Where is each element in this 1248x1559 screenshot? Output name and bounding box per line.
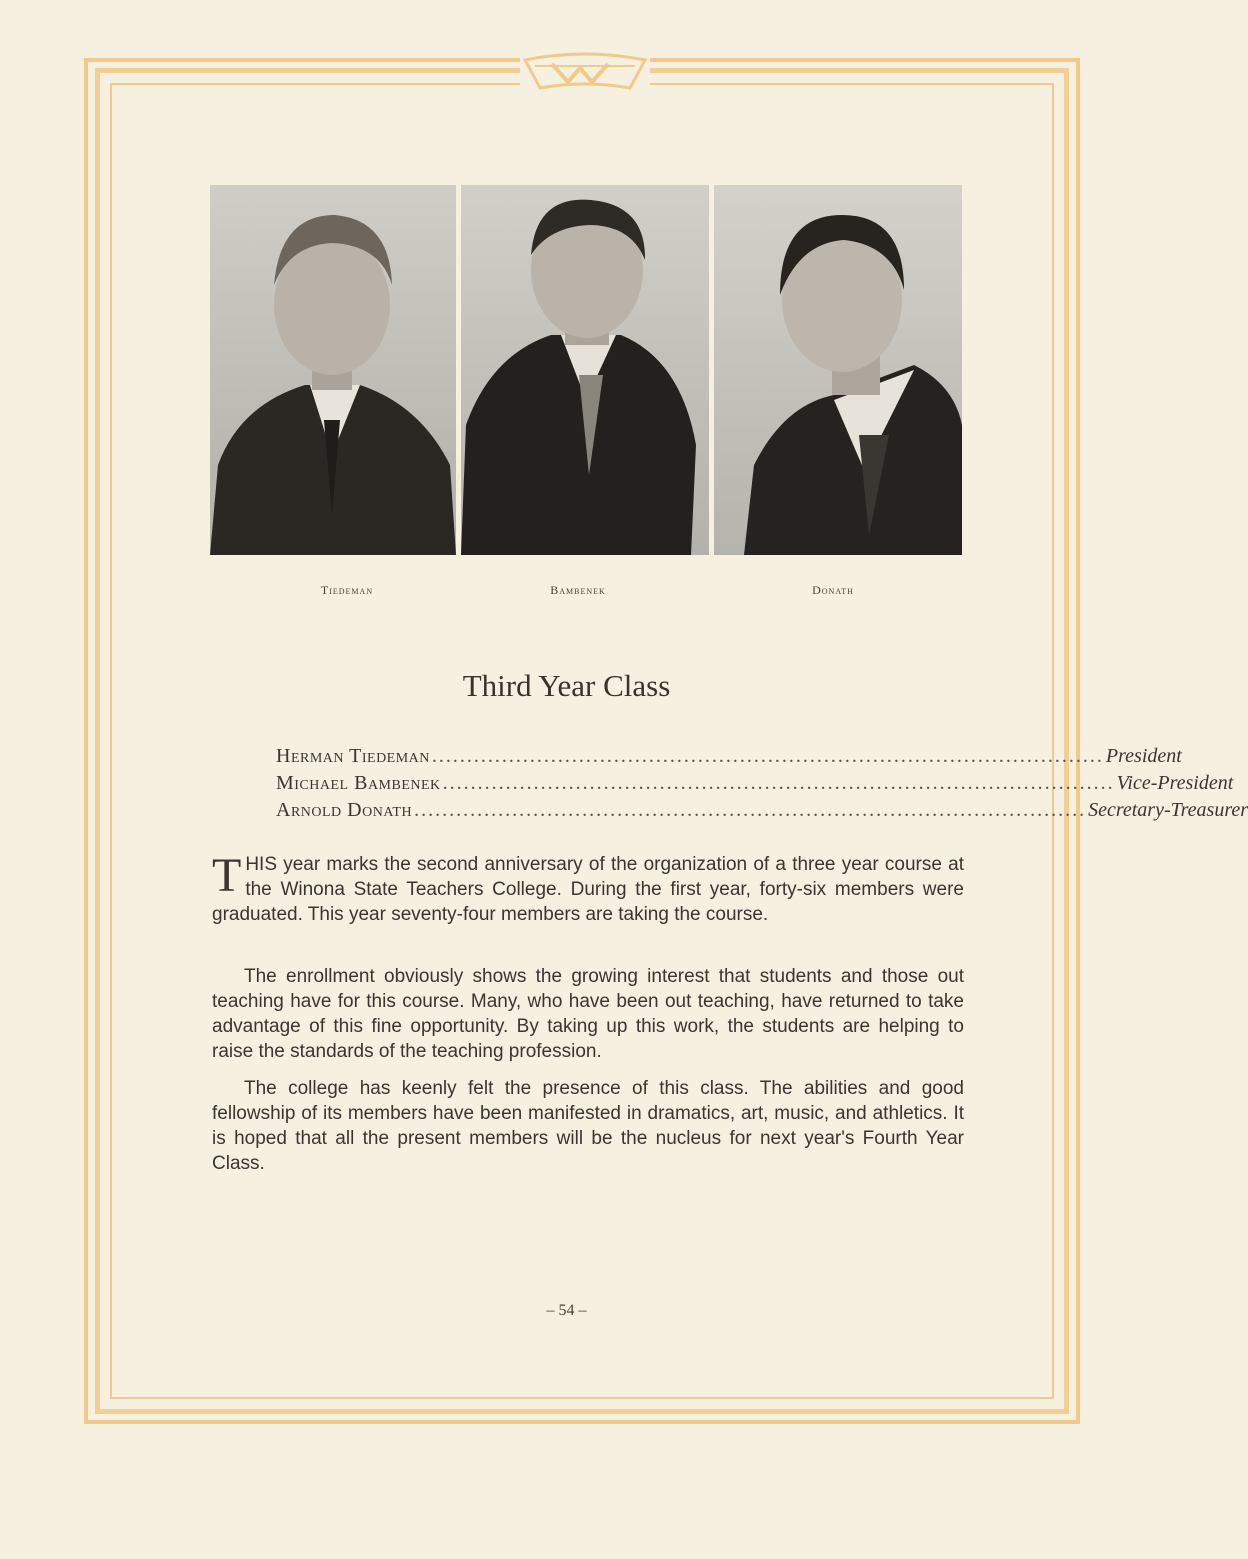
photo-caption-tiedeman: Tiedeman: [320, 583, 374, 597]
portrait-bambenek: [461, 185, 709, 555]
dot-leader: ................................................................................................: [442, 772, 1115, 794]
crest-ornament: [520, 50, 650, 94]
paragraph-text: HIS year marks the second anniversary of the organization of a three year course at the Winona State Teachers College. During the first year, forty-six members were graduated. This year seventy-four members are taking the course.: [212, 854, 964, 925]
officer-name: Michael Bambenek: [276, 772, 441, 794]
officer-name: Herman Tiedeman: [276, 745, 430, 767]
portrait-donath: [714, 185, 962, 555]
body-paragraph-2: The enrollment obviously shows the growing interest that students and those out teaching have for this course. Many, who have been out teaching, have returned to take advantage of this fine opportunity. By taking up this work, the students are helping to raise the standards of the teaching profession.: [212, 966, 964, 1062]
officer-name: Arnold Donath: [276, 799, 413, 821]
drop-cap: T: [212, 849, 242, 902]
page-number: – 54 –: [546, 1302, 587, 1319]
dot-leader: ................................................................................................: [431, 745, 1104, 767]
portrait-row: [210, 185, 962, 555]
officer-row: [276, 770, 1234, 797]
officer-list: [276, 743, 1248, 824]
body-paragraph-1: [212, 849, 964, 927]
officer-row: [276, 797, 1248, 824]
photo-caption-bambenek: Bambenek: [550, 583, 606, 597]
photo-caption-donath: Donath: [812, 583, 854, 597]
page-title: Third Year Class: [462, 668, 671, 703]
officer-role: Vice-President: [1116, 772, 1234, 794]
body-paragraph-3: The college has keenly felt the presence of this class. The abilities and good fellowship of its members have been manifested in dramatics, art, music, and athletics. It is hoped that all the present members will be the nucleus for next year's Fourth Year Class.: [212, 1078, 964, 1174]
officer-row: [276, 743, 1182, 770]
portrait-tiedeman: [210, 185, 456, 555]
officer-role: President: [1105, 745, 1182, 767]
dot-leader: ................................................................................................: [414, 799, 1087, 821]
officer-role: Secretary-Treasurer: [1088, 799, 1248, 821]
